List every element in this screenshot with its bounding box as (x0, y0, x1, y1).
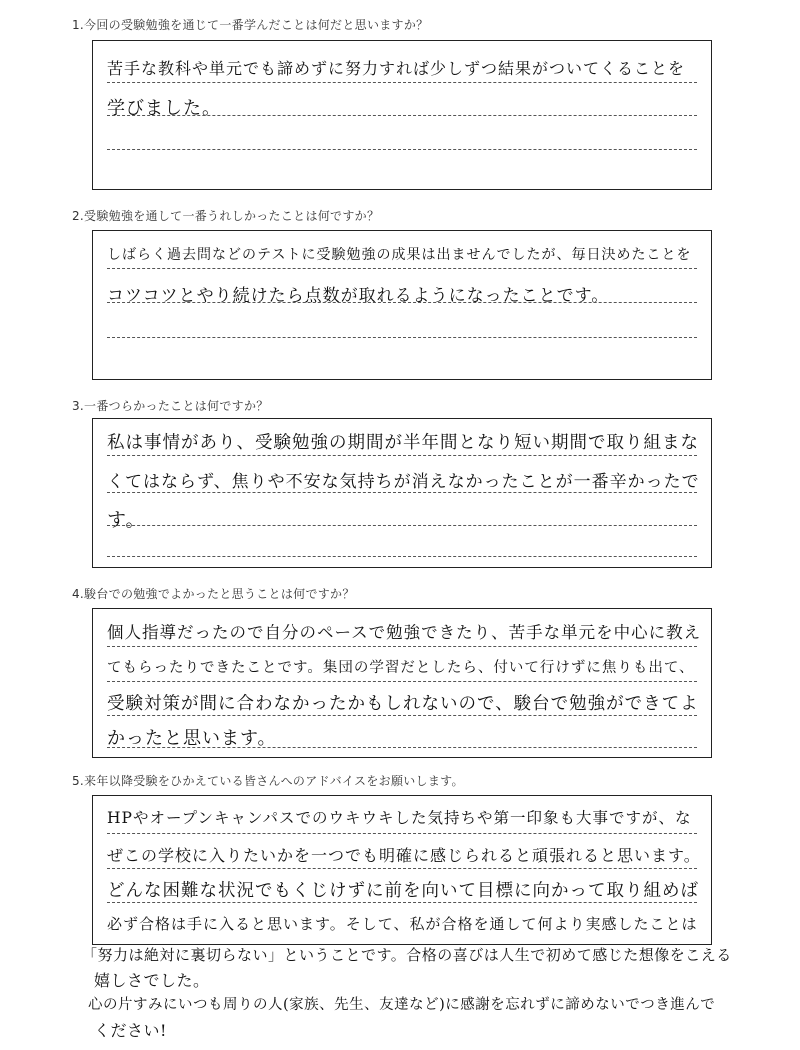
answer-box-3 (92, 418, 712, 568)
answer-3-rule-3 (107, 525, 697, 526)
answer-5-rule-1 (107, 833, 697, 834)
answer-2-rule-1 (107, 268, 697, 269)
answer-5-line-1: HPやオープンキャンパスでのウキウキした気持ちや第一印象も大事ですが、な (107, 809, 692, 827)
answer-2-rule-3 (107, 337, 697, 338)
answer-4-rule-3 (107, 715, 697, 716)
answer-5-overflow-line-4: ください! (94, 1021, 167, 1040)
answer-5-overflow-line-1: 「努力は絶対に裏切らない」ということです。合格の喜びは人生で初めて感じた想像をこえる (82, 946, 732, 964)
question-1-label: 1.今回の受験勉強を通じて一番学んだことは何だと思いますか？ (72, 18, 429, 32)
answer-4-rule-2 (107, 681, 697, 682)
answer-1-line-2: 学びました。 (107, 98, 221, 119)
answer-5-rule-2 (107, 868, 697, 869)
answer-box-1 (92, 40, 712, 190)
answer-box-4 (92, 608, 712, 758)
answer-1-rule-2 (107, 115, 697, 116)
answer-4-rule-4 (107, 747, 697, 748)
answer-3-line-1: 私は事情があり、受験勉強の期間が半年間となり短い期間で取り組まな (107, 433, 699, 453)
answer-3-rule-4 (107, 556, 697, 557)
answer-1-line-1: 苦手な教科や単元でも諦めずに努力すれば少しずつ結果がついてくることを (107, 59, 686, 78)
answer-5-rule-3 (107, 902, 697, 903)
answer-4-line-2: てもらったりできたことです。集団の学習だとしたら、付いて行けずに焦りも出て、 (107, 660, 695, 676)
answer-4-line-1: 個人指導だったので自分のペースで勉強できたり、苦手な単元を中心に教え (107, 623, 702, 642)
answer-4-line-3: 受験対策が間に合わなかったかもしれないので、駿台で勉強ができてよ (107, 694, 699, 714)
answer-4-rule-1 (107, 646, 697, 647)
answer-3-rule-1 (107, 455, 697, 456)
answer-3-line-2: くてはならず、焦りや不安な気持ちが消えなかったことが一番辛かったで (107, 472, 700, 492)
answer-1-rule-3 (107, 149, 697, 150)
answer-5-overflow-line-2: 嬉しさでした。 (94, 971, 210, 990)
answer-5-line-3: どんな困難な状況でもくじけずに前を向いて目標に向かって取り組めば (107, 881, 699, 901)
answer-2-line-2: コツコツとやり続けたら点数が取れるようになったことです。 (107, 286, 610, 306)
answer-3-rule-2 (107, 492, 697, 493)
answer-3-line-3: す。 (107, 509, 146, 531)
answer-2-line-1: しばらく過去問などのテストに受験勉強の成果は出ませんでしたが、毎日決めたことを (107, 247, 692, 263)
answer-box-2 (92, 230, 712, 380)
answer-5-line-2: ぜこの学校に入りたいかを一つでも明確に感じられると頑張れると思います。 (107, 846, 701, 865)
answer-box-5 (92, 795, 712, 945)
question-5-label: 5.来年以降受験をひかえている皆さんへのアドバイスをお願いします。 (72, 774, 464, 788)
answer-1-rule-1 (107, 82, 697, 83)
answer-4-line-4: かったと思います。 (107, 728, 277, 749)
answer-2-rule-2 (107, 302, 697, 303)
question-4-label: 4.駿台での勉強でよかったと思うことは何ですか？ (72, 587, 355, 601)
question-2-label: 2.受験勉強を通して一番うれしかったことは何ですか？ (72, 209, 380, 223)
answer-5-line-4: 必ず合格は手に入ると思います。そして、私が合格を通して何より実感したことは (107, 915, 698, 933)
question-3-label: 3.一番つらかったことは何ですか？ (72, 399, 269, 413)
answer-5-overflow-line-3: 心の片すみにいつも周りの人(家族、先生、友達など)に感謝を忘れずに諦めないでつき進んで (88, 997, 716, 1013)
